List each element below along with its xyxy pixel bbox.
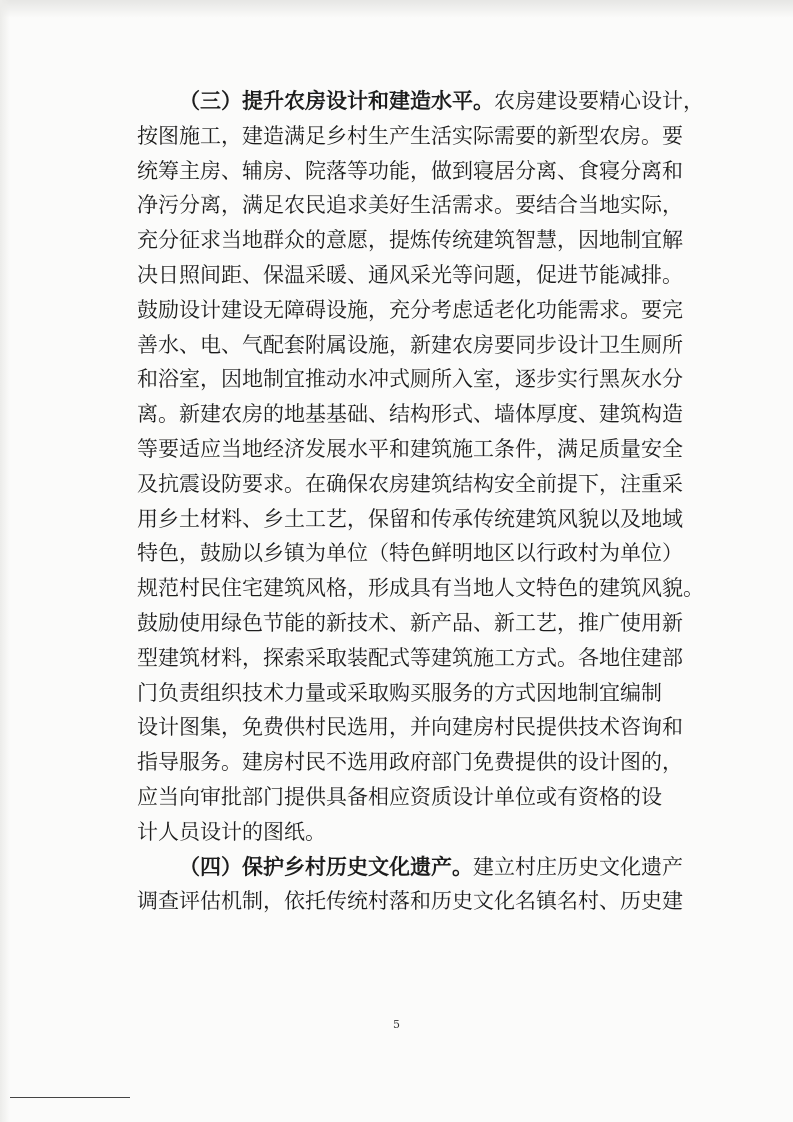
paragraph-line: 按图施工，建造满足乡村生产生活实际需要的新型农房。要 xyxy=(137,123,683,148)
paragraph-line: 特色，鼓励以乡镇为单位（特色鲜明地区以行政村为单位） xyxy=(137,541,683,566)
page-number: 5 xyxy=(393,1018,400,1031)
paragraph-line: 鼓励使用绿色节能的新技术、新产品、新工艺，推广使用新 xyxy=(137,610,683,635)
paragraph-line: 应当向审批部门提供具备相应资质设计单位或有资格的设 xyxy=(137,784,662,809)
paragraph-line: 鼓励设计建设无障碍设施，充分考虑适老化功能需求。要完 xyxy=(137,297,683,322)
paragraph-line: 用乡土材料、乡土工艺，保留和传承传统建筑风貌以及地域 xyxy=(137,506,683,531)
paragraph-line: 决日照间距、保温采暖、通风采光等问题，促进节能减排。 xyxy=(137,262,683,287)
body-text xyxy=(137,84,704,919)
paragraph-line: 门负责组织技术力量或采取购买服务的方式因地制宜编制 xyxy=(137,680,662,705)
paragraph-text: 建立村庄历史文化遗产 xyxy=(473,854,683,879)
paragraph-line: 及抗震设防要求。在确保农房建筑结构安全前提下，注重采 xyxy=(137,471,683,496)
section-3-opening-line xyxy=(137,84,704,119)
paragraph-line: 等要适应当地经济发展水平和建筑施工条件，满足质量安全 xyxy=(137,436,683,461)
paragraph-line: 净污分离，满足农民追求美好生活需求。要结合当地实际， xyxy=(137,193,683,218)
paragraph-line: 善水、电、气配套附属设施，新建农房要同步设计卫生厕所 xyxy=(137,332,683,357)
paragraph-text: 农房建设要精心设计， xyxy=(494,89,704,113)
paragraph-line: 离。新建农房的地基基础、结构形式、墙体厚度、建筑构造 xyxy=(137,402,683,427)
paragraph-line: 和浴室，因地制宜推动水冲式厕所入室，逐步实行黑灰水分 xyxy=(137,367,683,392)
section-4-heading: （四）保护乡村历史文化遗产。 xyxy=(179,853,473,879)
section-3-heading: （三）提升农房设计和建造水平。 xyxy=(179,88,494,113)
paragraph-line: 调查评估机制，依托传统村落和历史文化名镇名村、历史建 xyxy=(137,889,683,914)
paragraph-line: 统筹主房、辅房、院落等功能，做到寝居分离、食寝分离和 xyxy=(137,158,683,183)
paragraph-line: 充分征求当地群众的意愿，提炼传统建筑智慧，因地制宜解 xyxy=(137,228,683,253)
paragraph-line: 型建筑材料，探索采取装配式等建筑施工方式。各地住建部 xyxy=(137,645,683,670)
paragraph-line: 指导服务。建房村民不选用政府部门免费提供的设计图的， xyxy=(137,750,683,775)
scan-edge-line xyxy=(10,1097,130,1098)
section-4-opening-line xyxy=(137,850,682,885)
scan-side-shadow xyxy=(0,0,10,1122)
scan-edge-shadow xyxy=(0,0,793,18)
paragraph-line: 设计图集，免费供村民选用，并向建房村民提供技术咨询和 xyxy=(137,715,683,740)
paragraph-line: 计人员设计的图纸。 xyxy=(137,819,326,844)
paragraph-line: 规范村民住宅建筑风格，形成具有当地人文特色的建筑风貌。 xyxy=(137,576,704,601)
